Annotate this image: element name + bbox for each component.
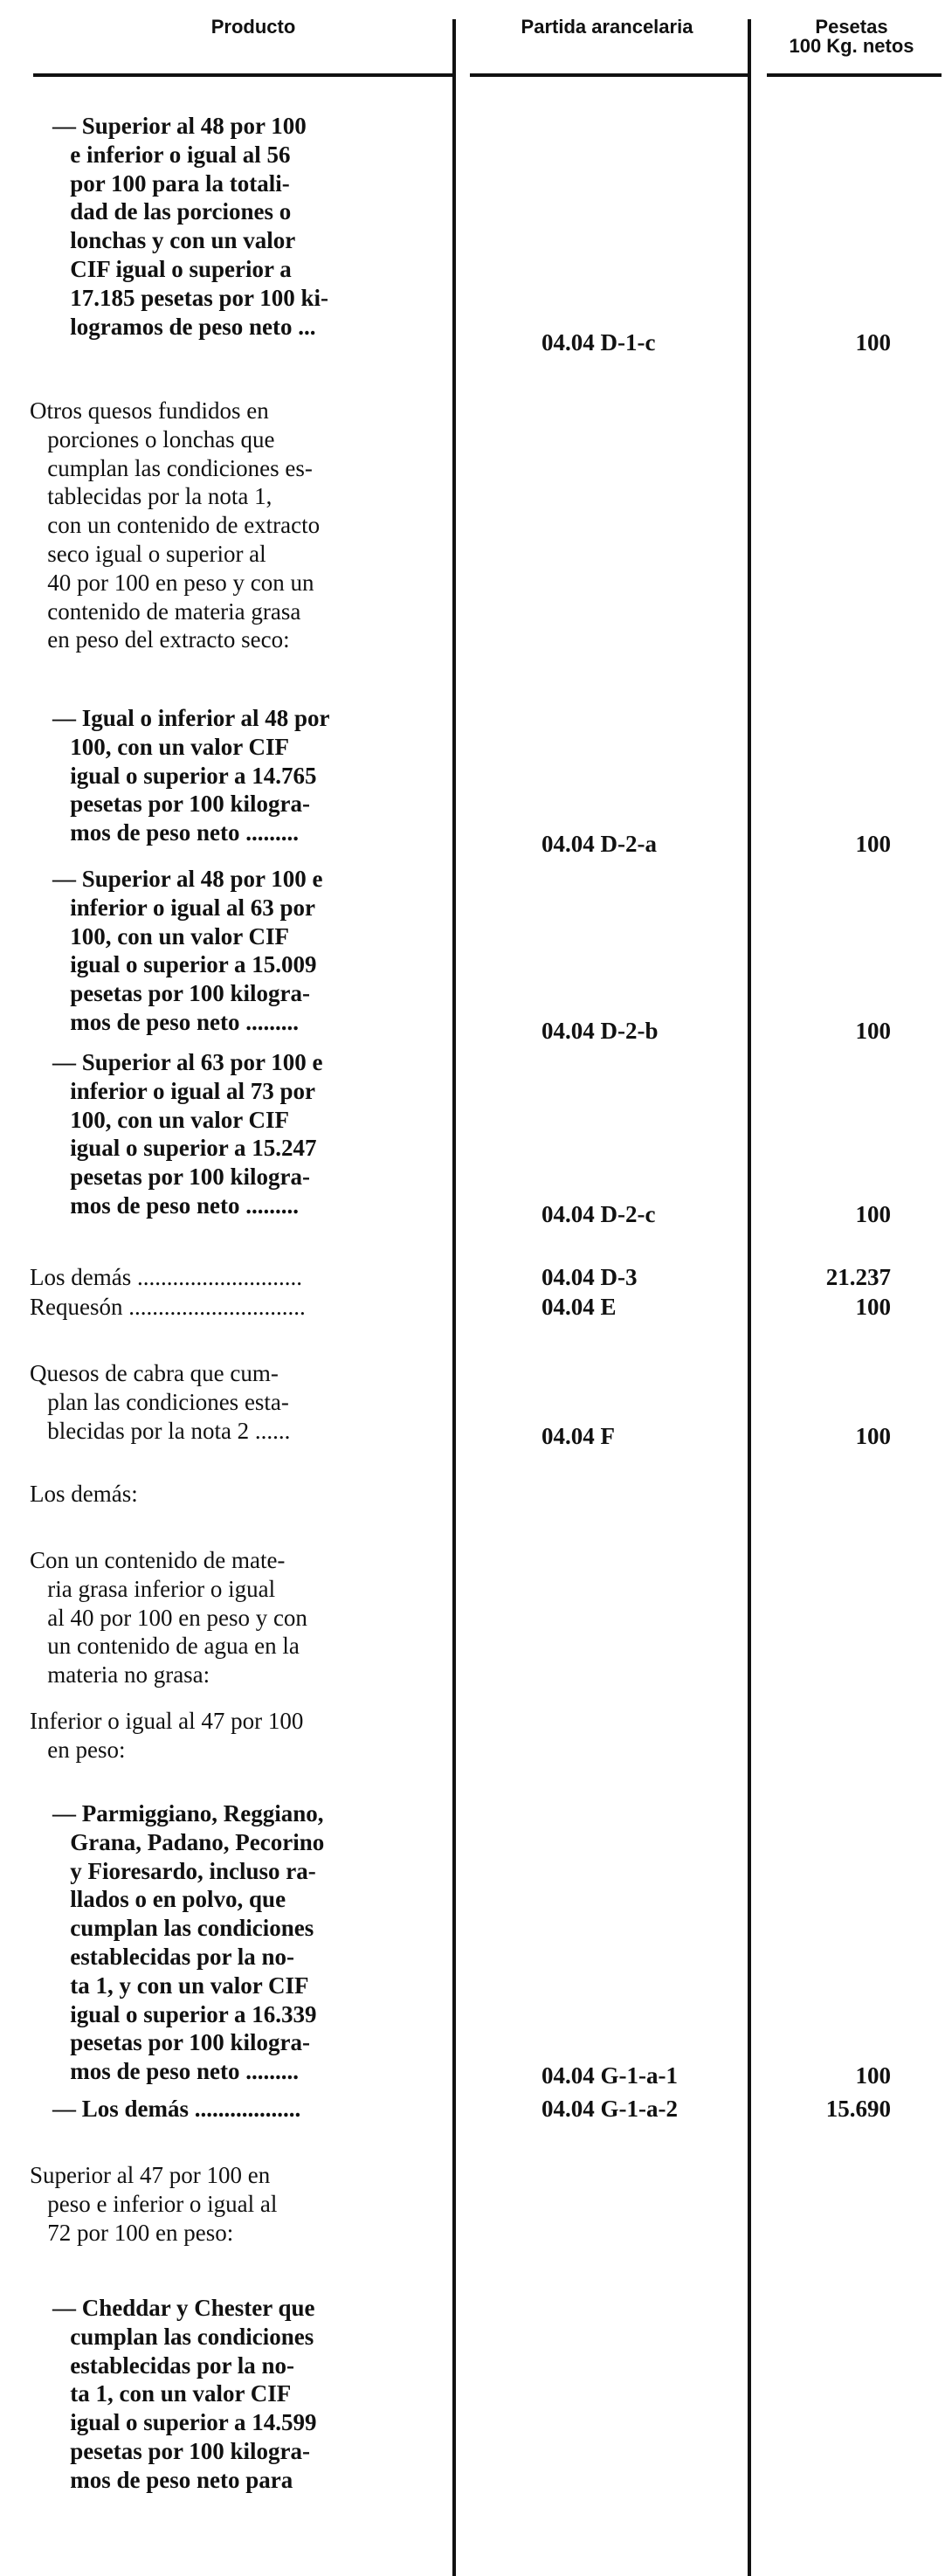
row-code-5: 04.04 D-3 xyxy=(541,1264,638,1290)
row-code-2: 04.04 D-2-a xyxy=(541,831,657,857)
header-partida: Partida arancelaria xyxy=(521,16,693,38)
row-value-0: 100 xyxy=(855,329,891,356)
header-pesetas-line2: 100 Kg. netos xyxy=(789,35,914,57)
row-product-5: Los demás ............................ xyxy=(30,1264,302,1290)
header-producto: Producto xyxy=(210,16,296,38)
row-value-12: 15.690 xyxy=(825,2096,891,2122)
header-rule-partida xyxy=(470,73,748,77)
row-code-12: 04.04 G-1-a-2 xyxy=(541,2096,678,2122)
row-value-3: 100 xyxy=(855,1018,891,1044)
row-product-3: — Superior al 48 por 100 e inferior o igual al 63 por 100, con un valor CIF igual o superior a 15.009 pesetas por 100 kilogra- mos de peso neto ......... xyxy=(52,866,323,1035)
row-product-8: Los demás: xyxy=(30,1481,138,1507)
header-pesetas-line1: Pesetas xyxy=(815,16,888,38)
header-rule-producto xyxy=(33,73,452,77)
row-product-6: Requesón .............................. xyxy=(30,1294,306,1320)
row-value-7: 100 xyxy=(855,1423,891,1449)
row-product-1: Otros quesos fundidos en porciones o lonchas que cumplan las condiciones es- tablecidas por la nota 1, con un contenido de extracto seco igual o superior al 40 por 100 en peso y con un contenido de materia grasa en peso del extracto seco: xyxy=(30,397,321,653)
row-product-4: — Superior al 63 por 100 e inferior o igual al 73 por 100, con un valor CIF igual o superior a 15.247 pesetas por 100 kilogra- mos de peso neto ......... xyxy=(52,1049,323,1219)
row-value-5: 21.237 xyxy=(825,1264,891,1290)
row-value-6: 100 xyxy=(855,1294,891,1320)
row-product-2: — Igual o inferior al 48 por 100, con un valor CIF igual o superior a 14.765 pesetas por 100 kilogra- mos de peso neto ......... xyxy=(52,705,330,846)
row-value-2: 100 xyxy=(855,831,891,857)
row-product-0: — Superior al 48 por 100 e inferior o igual al 56 por 100 para la totali- dad de las porciones o lonchas y con un valor CIF igual o superior a 17.185 pesetas por 100 ki- logramos de peso neto ... xyxy=(52,113,329,340)
row-code-7: 04.04 F xyxy=(541,1423,615,1449)
row-product-13: Superior al 47 por 100 en peso e inferior o igual al 72 por 100 en peso: xyxy=(30,2162,278,2246)
row-product-14: — Cheddar y Chester que cumplan las condiciones establecidas por la no- ta 1, con un valor CIF igual o superior a 14.599 pesetas por 100 kilogra- mos de peso neto para xyxy=(52,2295,317,2493)
row-code-6: 04.04 E xyxy=(541,1294,617,1320)
row-product-11: — Parmiggiano, Reggiano, Grana, Padano, Pecorino y Fioresardo, incluso ra- llados o en polvo, que cumplan las condiciones establecidas por la no- ta 1, y con un valor CIF igual o superior a 16.339 pesetas por 100 kilogra- mos de peso neto ......... xyxy=(52,1800,325,2085)
row-product-9: Con un contenido de mate- ria grasa inferior o igual al 40 por 100 en peso y con un contenido de agua en la materia no grasa: xyxy=(30,1547,307,1689)
row-value-11: 100 xyxy=(855,2062,891,2089)
row-product-10: Inferior o igual al 47 por 100 en peso: xyxy=(30,1708,304,1763)
column-divider-left xyxy=(452,19,456,2576)
row-code-4: 04.04 D-2-c xyxy=(541,1201,656,1227)
row-value-4: 100 xyxy=(855,1201,891,1227)
row-code-3: 04.04 D-2-b xyxy=(541,1018,659,1044)
row-product-12: — Los demás .................. xyxy=(52,2096,301,2122)
row-code-0: 04.04 D-1-c xyxy=(541,329,656,356)
header-rule-pesetas xyxy=(767,73,942,77)
row-code-11: 04.04 G-1-a-1 xyxy=(541,2062,678,2089)
row-product-7: Quesos de cabra que cum- plan las condiciones esta- blecidas por la nota 2 ...... xyxy=(30,1360,291,1444)
